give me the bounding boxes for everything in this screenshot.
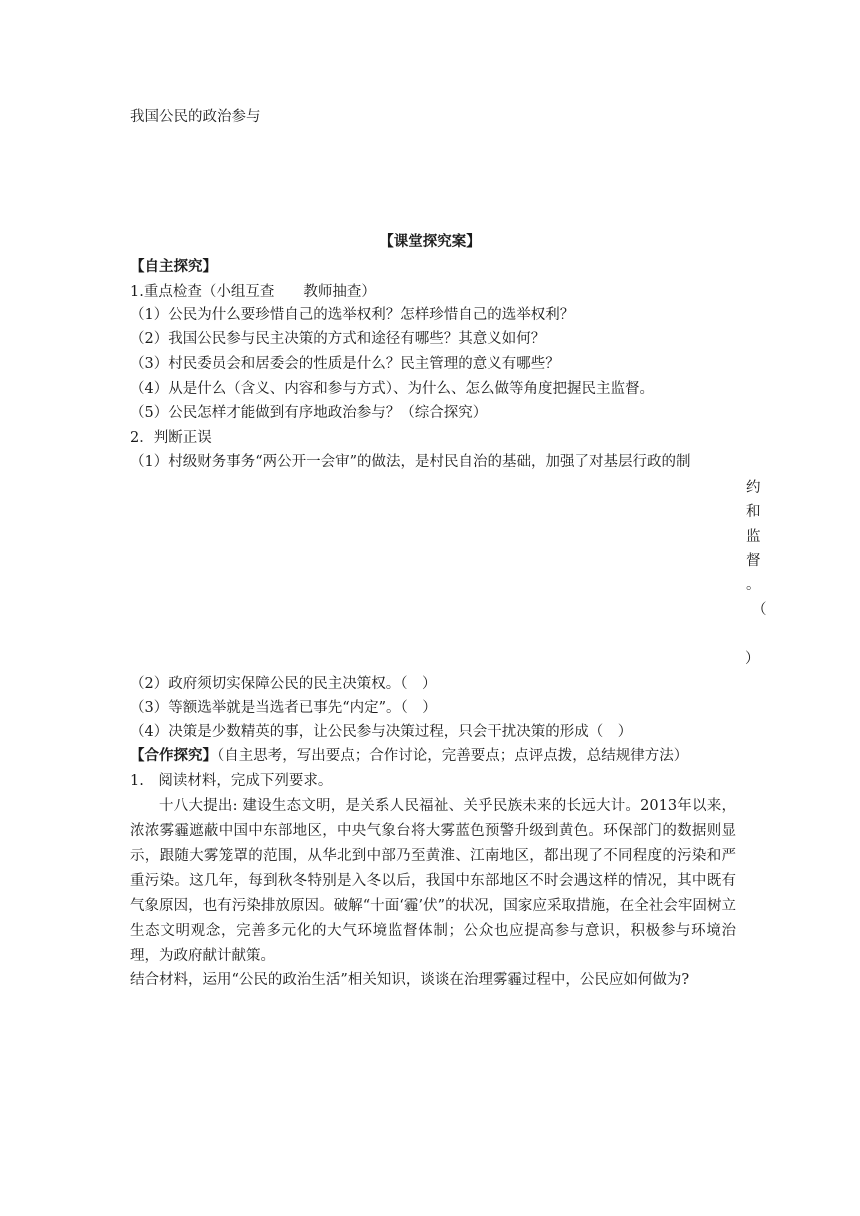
judge-item-1-paren-open: （ [752,602,767,618]
judge-item-1-wrapped-char: 约 [746,480,761,496]
question: 结合材料，运用“公民的政治生活”相关知识，谈谈在治理雾霾过程中，公民应如何做为? [130,972,690,988]
judge-label: 2．判断正误 [130,430,212,446]
key-check-item: （4）从是什么（含义、内容和参与方式）、为什么、怎么做等角度把握民主监督。 [130,381,654,397]
key-check-item: （1）公民为什么要珍惜自己的选举权利？怎样珍惜自己的选举权利？ [130,307,575,323]
section-heading: 【课堂探究案】 [379,233,481,250]
key-check-item: （2）我国公民参与民主决策的方式和途径有哪些？其意义如何？ [130,331,546,347]
judge-item-1: （1）村级财务事务“两公开一会审”的做法，是村民自治的基础，加强了对基层行政的制 [130,454,691,470]
doc-title: 我国公民的政治参与 [130,109,261,125]
coop-task: 1. 阅读材料，完成下列要求。 [130,773,333,789]
self-study-heading: 【自主探究】 [130,258,217,275]
judge-item-1-paren-close: ） [745,651,760,667]
key-check-item: （3）村民委员会和居委会的性质是什么？民主管理的意义有哪些？ [130,356,560,372]
key-check-item: （5）公民怎样才能做到有序地政治参与？（综合探究） [130,405,488,421]
judge-item: （2）政府须切实保障公民的民主决策权。（ ） [130,676,437,692]
judge-item-1-wrapped-char: 和 [746,504,761,520]
judge-item-1-wrapped-char: 。 [746,577,761,593]
coop-heading-line [130,747,688,765]
judge-item-1-wrapped-char: 督 [746,553,761,569]
judge-item: （4）决策是少数精英的事，让公民参与决策过程，只会干扰决策的形成（ ） [130,724,633,740]
judge-item-1-wrapped-char: 监 [746,529,761,545]
judge-item: （3）等额选举就是当选者已事先“内定”。（ ） [130,700,437,716]
key-check-label: 1.重点检查（小组互查 教师抽查） [130,284,376,300]
coop-heading: 【合作探究】 [130,747,217,764]
material-paragraph: 十八大提出: 建设生态文明，是关系人民福祉、关乎民族未来的长远大计。2013年以来，浓浓雾霾遮蔽中国中东部地区，中央气象台将大雾蓝色预警升级到黄色。环保部门的数据则显示，跟随大雾笼罩的范围，从华北到中部乃至黄淮、江南地区，都出现了不同程度的污染和严重污染。这几年，每到秋冬特别是入冬以后，我国中东部地区不时会遇这样的情况，其中既有气象原因，也有污染排放原因。破解“十面‘霾’伏”的状况，国家应采取措施，在全社会牢固树立生态文明观念，完善多元化的大气环境监督体制；公众也应提高参与意识，积极参与环境治理，为政府献计献策。 [130,798,736,964]
coop-heading-note: （自主思考，写出要点；合作讨论，完善要点；点评点拨，总结规律方法） [217,748,689,764]
